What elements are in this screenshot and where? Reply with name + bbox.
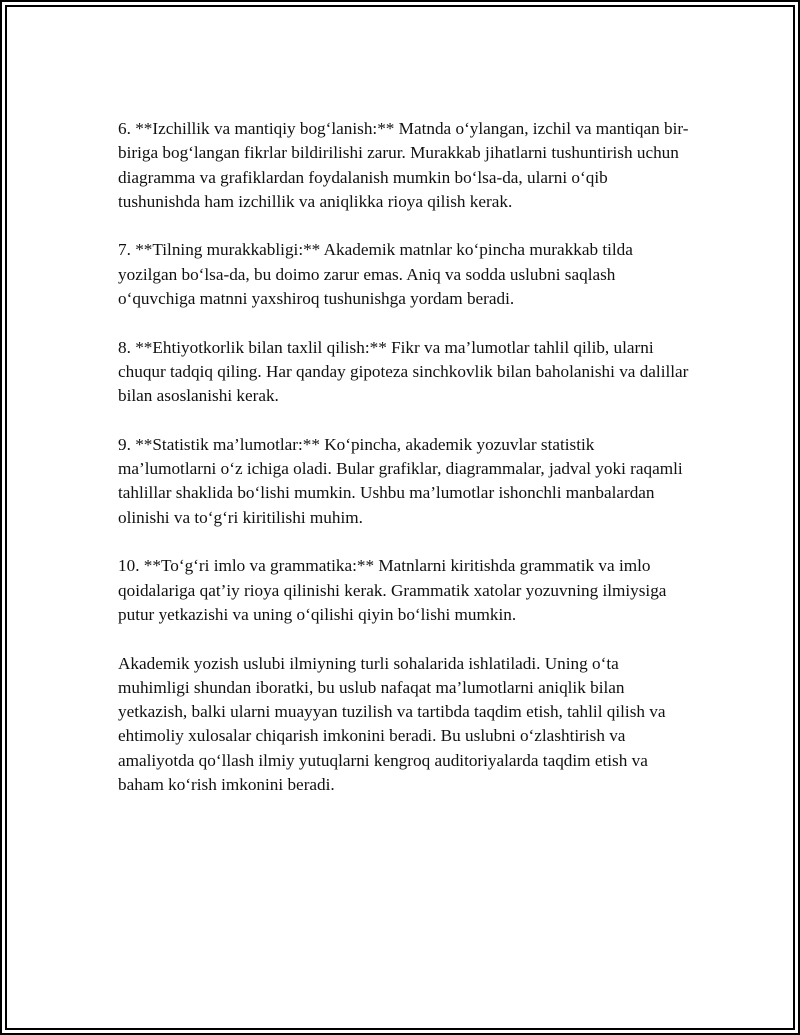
paragraph-coherence: 6. **Izchillik va mantiqiy bog‘lanish:** Matnda o‘ylangan, izchil va mantiqan bir-biriga bog‘langan fikrlar bildirilishi zarur. Murakkab jihatlarni tushuntirish uchun diagramma va grafiklardan foydalanish mumkin bo‘lsa-da, ularni o‘qib tushunishda ham izchillik va aniqlikka rioya qilish kerak. (118, 119, 689, 211)
paragraph-spelling-grammar: 10. **To‘g‘ri imlo va grammatika:** Matnlarni kiritishda grammatik va imlo qoidalariga qat’iy rioya qilinishi kerak. Grammatik xatolar yozuvning ilmiysiga putur yetkazishi va uning o‘qilishi qiyin bo‘lishi mumkin. (118, 556, 667, 624)
paragraph-language-complexity: 7. **Tilning murakkabligi:** Akademik matnlar ko‘pincha murakkab tilda yozilgan bo‘lsa-da, bu doimo zarur emas. Aniq va sodda uslubni saqlash o‘quvchiga matnni yaxshiroq tushunishga yordam beradi. (118, 240, 633, 309)
document-body (118, 117, 690, 822)
paragraph-conclusion: Akademik yozish uslubi ilmiyning turli sohalarida ishlatiladi. Uning o‘ta muhimligi shundan iboratki, bu uslub nafaqat ma’lumotlarni aniqlik bilan yetkazish, balki ularni muayyan tuzilish va tartibda taqdim etish, tahlil qilish va ehtimoliy xulosalar chiqarish imkonini beradi. Bu uslubni o‘zlashtirish va amaliyotda qo‘llash ilmiy yutuqlarni kengroq auditoriyalarda taqdim etish va baham ko‘rish imkonini beradi. (118, 653, 666, 795)
paragraph-statistical-data: 9. **Statistik ma’lumotlar:** Ko‘pincha, akademik yozuvlar statistik ma’lumotlarni o‘z ichiga oladi. Bular grafiklar, diagrammalar, jadval yoki raqamli tahlillar shaklida bo‘lishi mumkin. Ushbu ma’lumotlar ishonchli manbalardan olinishi va to‘g‘ri kiritilishi muhim. (118, 434, 683, 527)
paragraph-careful-analysis: 8. **Ehtiyotkorlik bilan taxlil qilish:** Fikr va ma’lumotlar tahlil qilib, ularni chuqur tadqiq qiling. Har qanday gipoteza sinchkovlik bilan baholanishi va dalillar bilan asoslanishi kerak. (118, 337, 689, 406)
